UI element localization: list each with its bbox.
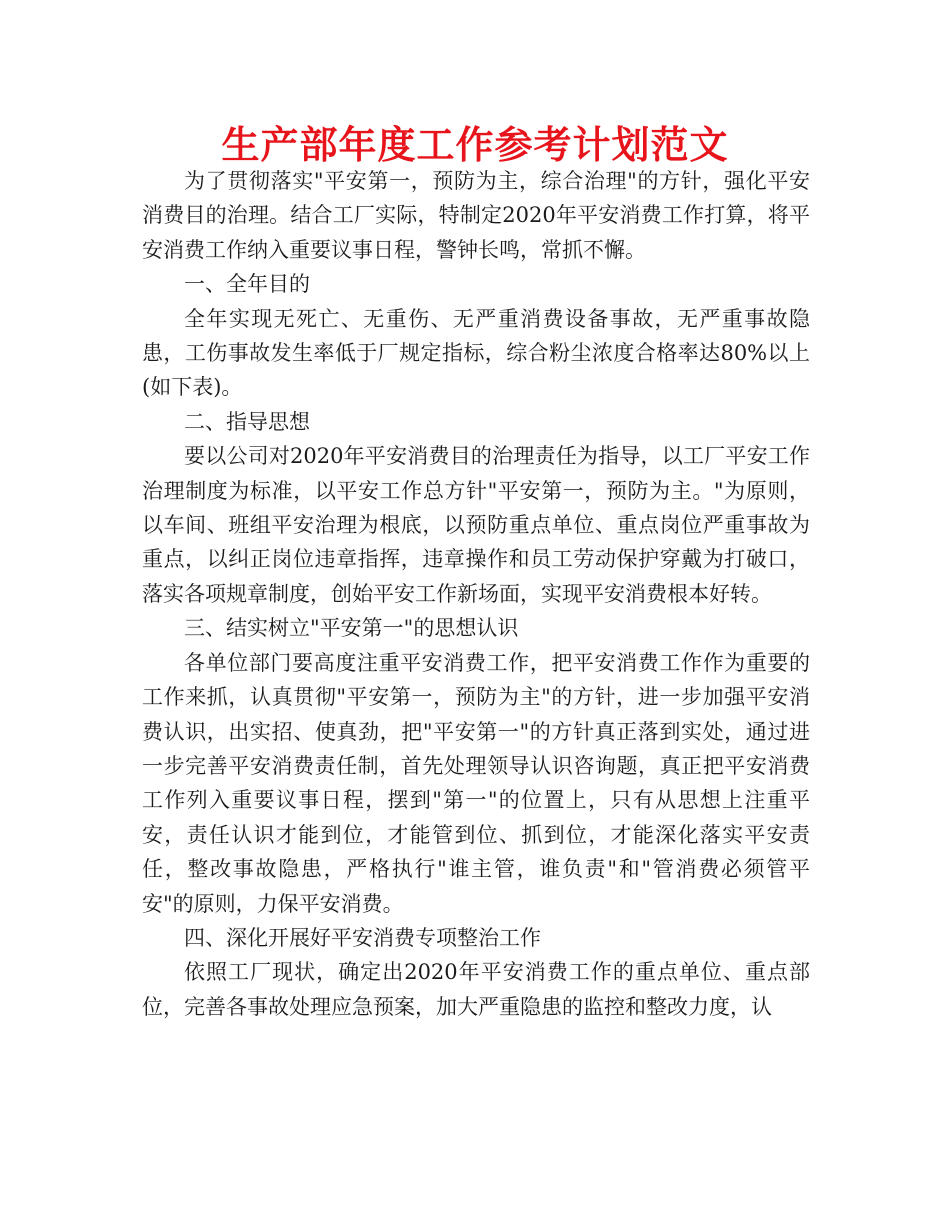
document-title: 生产部年度工作参考计划范文 (221, 123, 729, 167)
paragraph-special-rectification: 依照工厂现状，确定出2020年平安消费工作的重点单位、重点部位，完善各事故处理应急预案，加大严重隐患的监控和整改力度，认 (142, 960, 810, 1019)
section-heading-safety-awareness: 三、结实树立"平安第一"的思想认识 (184, 616, 519, 641)
paragraph-annual-goal: 全年实现无死亡、无重伤、无严重消费设备事故，无严重事故隐患，工伤事故发生率低于厂规定指标，综合粉尘浓度合格率达80%以上(如下表)。 (142, 306, 810, 400)
paragraph-guiding-thought: 要以公司对2020年平安消费目的治理责任为指导，以工厂平安工作治理制度为标准，以平安工作总方针"平安第一，预防为主。"为原则，以车间、班组平安治理为根底，以预防重点单位、重点岗位严重事故为重点，以纠正岗位违章指挥，违章操作和员工劳动保护穿戴为打破口，落实各项规章制度，创始平安工作新场面，实现平安消费根本好转。 (142, 444, 810, 606)
document-body (142, 164, 810, 1024)
section-heading-annual-goal: 一、全年目的 (184, 272, 310, 297)
section-heading-special-rectification: 四、深化开展好平安消费专项整治工作 (184, 925, 541, 950)
paragraph-safety-awareness: 各单位部门要高度注重平安消费工作，把平安消费工作作为重要的工作来抓，认真贯彻"平安第一，预防为主"的方针，进一步加强平安消费认识，出实招、使真劲，把"平安第一"的方针真正落到实处，通过进一步完善平安消费责任制，首先处理领导认识咨询题，真正把平安消费工作列入重要议事日程，摆到"第一"的位置上，只有从思想上注重平安，责任认识才能到位，才能管到位、抓到位，才能深化落实平安责任，整改事故隐患，严格执行"谁主管，谁负责"和"管消费必须管平安"的原则，力保平安消费。 (142, 650, 810, 916)
paragraph-intro: 为了贯彻落实"平安第一，预防为主，综合治理"的方针，强化平安消费目的治理。结合工厂实际，特制定2020年平安消费工作打算，将平安消费工作纳入重要议事日程，警钟长鸣，常抓不懈。 (142, 169, 810, 262)
section-heading-guiding-thought: 二、指导思想 (184, 409, 310, 434)
